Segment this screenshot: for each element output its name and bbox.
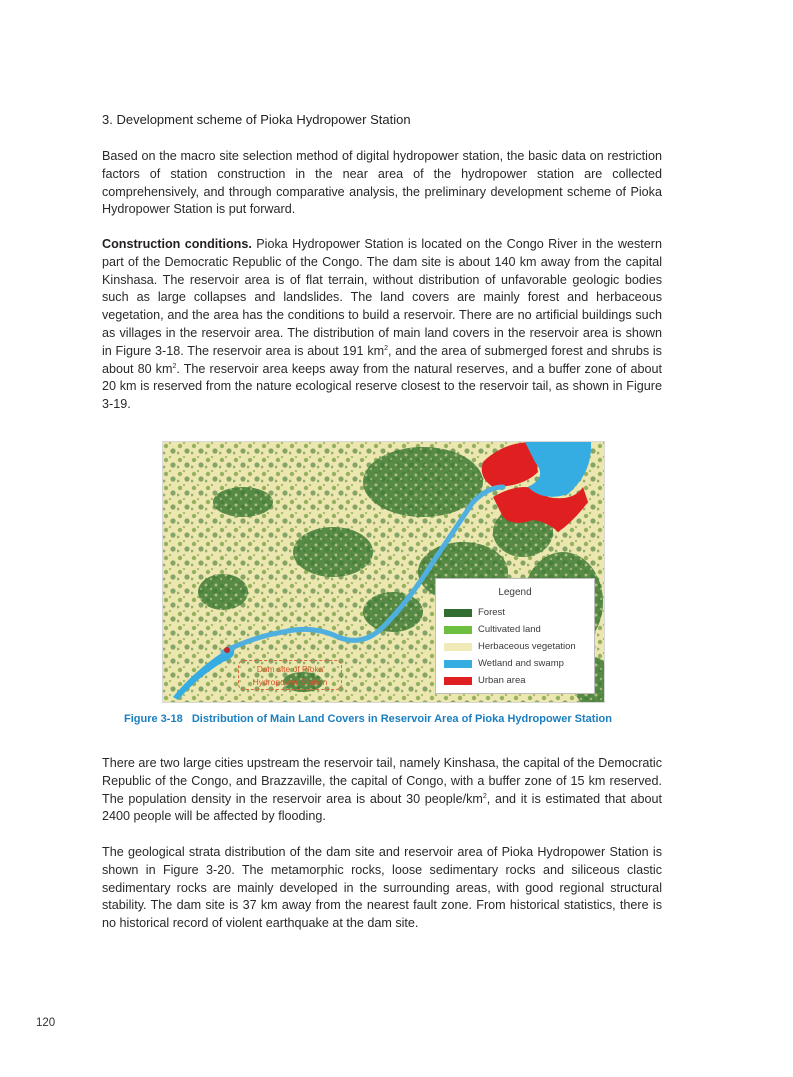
page-number: 120 [36, 1017, 56, 1029]
paragraph-intro: Based on the macro site selection method of digital hydropower station, the basic data on restriction factors of station construction in the near area of the hydropower station are collected comprehensively, and through comparative analysis, the preliminary development scheme of Pioka Hydropower Station is put forward. [102, 149, 662, 217]
figure-caption: Figure 3-18 Distribution of Main Land Covers in Reservoir Area of Pioka Hydropower Station [124, 713, 612, 725]
legend-title: Legend [498, 587, 532, 598]
dam-label-line2: Hydropower Station [252, 677, 328, 687]
legend-swatch [444, 626, 472, 634]
dam-site-marker [224, 647, 230, 653]
legend-swatch [444, 660, 472, 668]
legend-swatch [444, 609, 472, 617]
legend-item-urban-area [436, 672, 594, 689]
paragraph-cities [102, 755, 662, 826]
land-cover-map-figure [162, 441, 605, 703]
legend-item-herbaceous-vegetation [436, 638, 594, 655]
legend-item-wetland-and-swamp [436, 655, 594, 672]
legend-swatch [444, 677, 472, 685]
superscript: 2 [384, 344, 389, 352]
legend-item-cultivated-land [436, 621, 594, 638]
paragraph-text: Pioka Hydropower Station is located on the Congo River in the western part of the Democratic Republic of the Congo. The dam site is about 140 km away from the capital Kinshasa. The reservoir area is of flat terrain, without distribution of unfavorable geologic bodies such as large collapses and landslides. The land covers are mainly forest and herbaceous vegetation, and the area has the conditions to build a reservoir. There are no artificial buildings such as villages in the reservoir area. The distribution of main land covers in the reservoir area is shown in Figure 3-18. The reservoir area is about 191 km [102, 237, 662, 358]
legend-label: Herbaceous vegetation [478, 641, 576, 652]
paragraph-text: , and it is estimated that about 2400 people will be affected by flooding. [102, 791, 662, 824]
construction-conditions-label: Construction conditions. [102, 237, 252, 251]
paragraph-construction-conditions [102, 236, 662, 414]
paragraph-text: , and the area of submerged forest and shrubs is about 80 km [102, 343, 662, 376]
legend-item-forest [436, 604, 594, 621]
paragraph-geology: The geological strata distribution of the dam site and reservoir area of Pioka Hydropower Station is shown in Figure 3-20. The metamorphic rocks, loose sedimentary rocks and siliceous clastic sedimentary rocks are mainly developed in the surrounding areas, with good regional structural stability. The dam site is 37 km away from the nearest fault zone. From historical statistics, there is no historical record of violent earthquake at the dam site. [102, 845, 662, 931]
legend-label: Forest [478, 607, 505, 618]
map-legend [435, 578, 595, 694]
legend-swatch [444, 643, 472, 651]
dam-label-line1: Dam site of Pioka [256, 664, 324, 674]
section-heading: 3. Development scheme of Pioka Hydropower Station [102, 112, 411, 127]
dam-site-label [238, 660, 342, 690]
legend-label: Wetland and swamp [478, 658, 564, 669]
legend-label: Urban area [478, 675, 526, 686]
legend-label: Cultivated land [478, 624, 541, 635]
paragraph-text: . The reservoir area keeps away from the natural reserves, and a buffer zone of about 20 km is reserved from the nature ecological reserve closest to the reservoir tail, as shown in Figure 3-19. [102, 361, 662, 412]
superscript: 2 [172, 362, 177, 370]
superscript: 2 [482, 792, 487, 800]
paragraph-text: There are two large cities upstream the reservoir tail, namely Kinshasa, the capital of the Democratic Republic of the Congo, and Brazzaville, the capital of Congo, with a buffer zone of 15 km reserved. The population density in the reservoir area is about 30 people/km [102, 756, 662, 806]
